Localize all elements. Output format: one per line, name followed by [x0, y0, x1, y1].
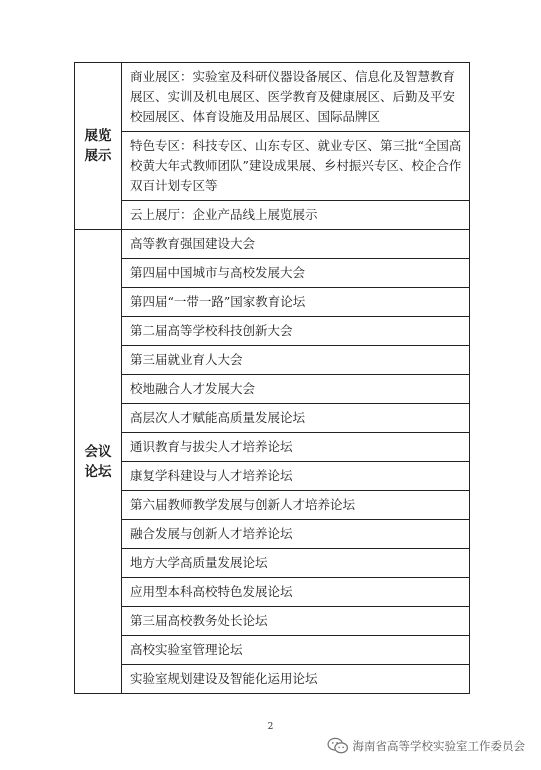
exhibition-label-line2: 展示 — [84, 148, 112, 164]
conference-row — [75, 317, 470, 346]
conference-item: 康复学科建设与人才培养论坛 — [122, 462, 470, 491]
conference-item: 第三届高校教务处长论坛 — [122, 607, 470, 636]
account-watermark — [327, 737, 526, 755]
conference-row — [75, 230, 470, 259]
programme-table — [74, 62, 470, 694]
conference-item: 第四届中国城市与高校发展大会 — [122, 259, 470, 288]
exhibition-row — [75, 132, 470, 201]
conference-row — [75, 549, 470, 578]
exhibition-label-line1: 展览 — [84, 128, 112, 144]
conference-item: 高校实验室管理论坛 — [122, 636, 470, 665]
conference-row — [75, 578, 470, 607]
conference-row — [75, 433, 470, 462]
watermark-text: 海南省高等学校实验室工作委员会 — [352, 739, 525, 753]
conference-item: 实验室规划建设及智能化运用论坛 — [122, 665, 470, 694]
conference-row — [75, 607, 470, 636]
conference-row — [75, 375, 470, 404]
page-number: 2 — [267, 722, 274, 732]
exhibition-item: 商业展区：实验室及科研仪器设备展区、信息化及智慧教育展区、实训及机电展区、医学教育及健康展区、后勤及平安校园展区、体育设施及用品展区、国际品牌区 — [122, 63, 470, 132]
exhibition-row — [75, 63, 470, 132]
conference-row — [75, 346, 470, 375]
conference-row — [75, 462, 470, 491]
conference-row — [75, 665, 470, 694]
exhibition-row — [75, 201, 470, 230]
conference-item: 高层次人才赋能高质量发展论坛 — [122, 404, 470, 433]
conference-item: 第三届就业育人大会 — [122, 346, 470, 375]
conference-label — [75, 230, 122, 694]
exhibition-item: 云上展厅：企业产品线上展览展示 — [122, 201, 470, 230]
conference-item: 第二届高等学校科技创新大会 — [122, 317, 470, 346]
conference-row — [75, 636, 470, 665]
wechat-icon — [327, 737, 349, 755]
conference-label-line2: 论坛 — [84, 463, 112, 480]
conference-item: 融合发展与创新人才培养论坛 — [122, 520, 470, 549]
conference-row — [75, 259, 470, 288]
conference-label-line1: 会议 — [84, 443, 112, 460]
exhibition-item: 特色专区：科技专区、山东专区、就业专区、第三批“全国高校黄大年式教师团队”建设成果展、乡村振兴专区、校企合作双百计划专区等 — [122, 132, 470, 201]
conference-row — [75, 404, 470, 433]
conference-row — [75, 520, 470, 549]
conference-item: 第四届“一带一路”国家教育论坛 — [122, 288, 470, 317]
conference-row — [75, 288, 470, 317]
conference-item: 应用型本科高校特色发展论坛 — [122, 578, 470, 607]
conference-item: 通识教育与拔尖人才培养论坛 — [122, 433, 470, 462]
conference-item: 高等教育强国建设大会 — [122, 230, 470, 259]
conference-item: 第六届教师教学发展与创新人才培养论坛 — [122, 491, 470, 520]
conference-item: 校地融合人才发展大会 — [122, 375, 470, 404]
conference-row — [75, 491, 470, 520]
conference-item: 地方大学高质量发展论坛 — [122, 549, 470, 578]
exhibition-label — [75, 63, 122, 230]
